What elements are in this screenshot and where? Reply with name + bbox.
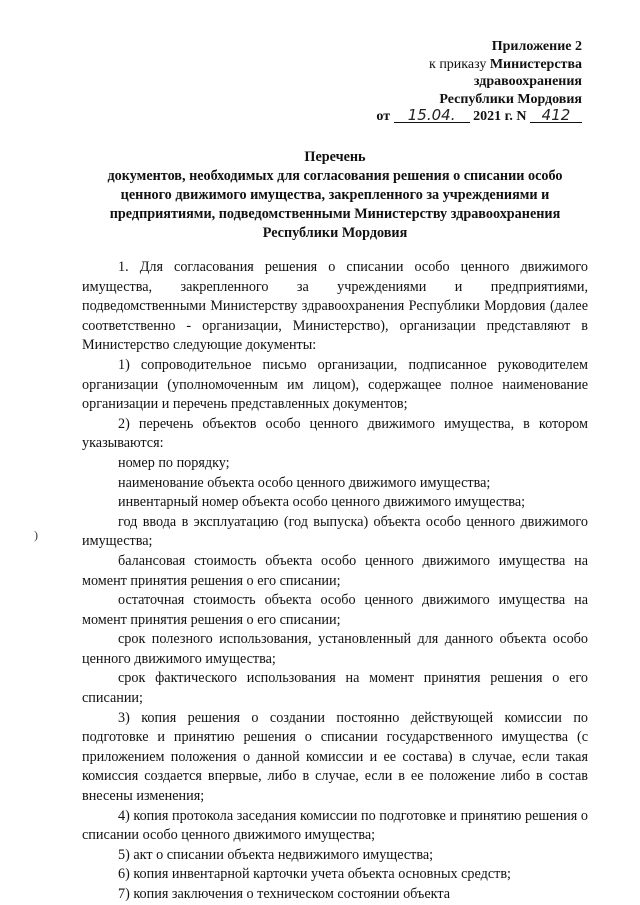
appendix-date-line [376, 108, 582, 126]
paragraph: номер по порядку; [118, 454, 230, 471]
paragraph: наименование объекта особо ценного движимого имущества; [118, 474, 491, 491]
title-line: Перечень [304, 149, 366, 165]
handwritten-date: 15.04. [394, 108, 470, 123]
document-title [68, 148, 602, 243]
paragraph: 1) сопроводительное письмо организации, подписанное руководителем организации (уполномоченным им лицом), содержащее полное наименование организации и перечень представленных документов; [82, 356, 588, 413]
paragraph: инвентарный номер объекта особо ценного движимого имущества; [118, 494, 526, 511]
title-line: Республики Мордовия [262, 225, 408, 241]
paragraph: срок полезного использования, установленный для данного объекта особо ценного движимого имущества; [82, 631, 588, 667]
appendix-number: Приложение 2 [491, 39, 582, 54]
paragraph: 6) копия инвентарной карточки учета объекта основных средств; [118, 866, 511, 883]
paragraph: 7) копия заключения о техническом состоянии объекта [118, 886, 451, 902]
title-line: предприятиями, подведомственными Министерству здравоохранения [109, 206, 561, 222]
appendix-order-line [376, 56, 582, 74]
paragraph: срок фактического использования на момент принятия решения о его списании; [82, 670, 588, 707]
year-label: 2021 г. N [473, 109, 527, 124]
paragraph: 5) акт о списании объекта недвижимого имущества; [118, 846, 434, 863]
appendix-order-prefix: к приказу [429, 56, 487, 72]
paragraph: балансовая стоимость объекта особо ценного движимого имущества на момент принятия решения о его списании; [82, 552, 588, 589]
paragraph: 1. Для согласования решения о списании особо ценного движимого имущества, закрепленного за учреждениями и предприятиями, подведомственными Министерству здравоохранения Республики Мордовия (далее соответственно - организации, Министерство), организации представляют в Министерство следующие документы: [82, 259, 588, 354]
appendix-header [376, 38, 582, 126]
paragraph: остаточная стоимость объекта особо ценного движимого имущества на момент принятия решения о его списании; [82, 592, 588, 628]
paragraph: 4) копия протокола заседания комиссии по подготовке и принятию решения о списании особо ценного движимого имущества; [82, 807, 588, 844]
margin-mark: ) [34, 528, 38, 542]
title-line: ценного движимого имущества, закрепленного за учреждениями и [120, 187, 550, 203]
date-prefix: от [376, 109, 391, 124]
handwritten-number: 412 [530, 108, 582, 123]
paragraph: 2) перечень объектов особо ценного движимого имущества, в котором указываются: [82, 415, 588, 452]
title-line: документов, необходимых для согласования решения о списании особо [107, 168, 563, 184]
appendix-health: здравоохранения [473, 74, 582, 89]
appendix-ministry: Министерства [489, 56, 582, 72]
paragraph: год ввода в эксплуатацию (год выпуска) объекта особо ценного движимого имущества; [82, 513, 588, 550]
paragraph: 3) копия решения о создании постоянно действующей комиссии по подготовке и принятию решения о списании государственного имущества (с приложением положения о данной комиссии и ее состава) в случае, если такая комиссия создается впервые, либо в случае, если в ее положение либо в состав внесены изменения; [82, 709, 588, 805]
appendix-republic: Республики Мордовия [439, 91, 582, 107]
document-body [82, 258, 588, 905]
